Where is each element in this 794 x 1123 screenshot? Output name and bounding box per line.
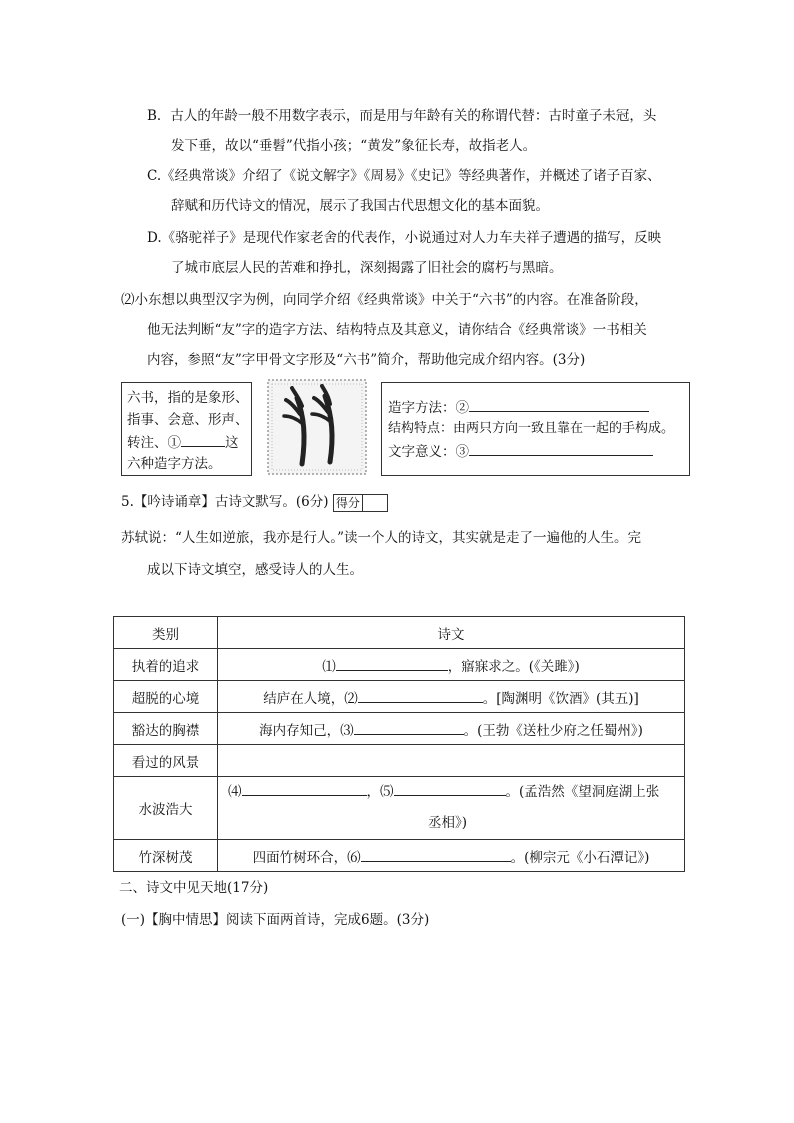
header-poem: 诗文 [218, 617, 685, 649]
row3-text [218, 713, 685, 745]
table-row [114, 713, 685, 745]
q5-intro-line2: 成以下诗文填空，感受诗人的人生。 [147, 562, 363, 578]
liushu-line2: 指事、会意、形声、 [127, 412, 249, 428]
answer-blank-2[interactable] [469, 397, 649, 412]
q2-line2: 他无法判断“友”字的造字方法、结构特点及其意义，请你结合《经典常谈》一书相关 [147, 322, 647, 338]
table-row [114, 745, 685, 777]
row5-line2: 丞相》) [428, 815, 468, 831]
liushu-box [121, 382, 252, 476]
row5-num4: ⑷ [228, 784, 242, 800]
table-row [114, 840, 685, 872]
analysis-box [381, 382, 690, 476]
option-b-line1: B．古人的年龄一般不用数字表示，而是用与年龄有关的称谓代替：古时童子未冠，头 [147, 108, 657, 124]
header-category: 类别 [114, 617, 218, 649]
row6-text [218, 840, 685, 872]
row5-line1 [228, 777, 684, 808]
structure-text: 结构特点：由两只方向一致且靠在一起的手构成。 [388, 421, 675, 436]
liushu-line3 [127, 432, 239, 453]
table-header-row [114, 617, 685, 649]
answer-blank-p1[interactable] [336, 656, 448, 671]
oracle-bone-you-glyph-image [262, 376, 372, 478]
liushu-line1: 六书，指的是象形、 [127, 390, 249, 406]
option-d-line1: D.《骆驼祥子》是现代作家老舍的代表作，小说通过对人力车夫祥子遭遇的描写，反映 [147, 230, 662, 246]
row4-text [218, 745, 685, 777]
row3-rest: 。(王勃《送杜少府之任蜀州》) [463, 722, 643, 739]
row2-start: 结庐在人境，⑵ [263, 690, 358, 707]
table-row [114, 681, 685, 713]
row4-category: 看过的风景 [114, 745, 218, 777]
meaning-row [388, 441, 653, 462]
answer-blank-3[interactable] [469, 441, 653, 456]
meaning-label: 文字意义：③ [388, 444, 469, 460]
answer-blank-1[interactable] [181, 432, 225, 447]
method-row [388, 397, 649, 418]
table-row [114, 777, 685, 840]
row1-text [218, 649, 685, 681]
score-label: 得分 [334, 495, 363, 511]
q5-title: 5.【吟诗诵章】古诗文默写。(6分) [121, 494, 329, 510]
q5-title-row [121, 492, 388, 512]
option-c-line1: C.《经典常谈》介绍了《说文解字》《周易》《史记》等经典著作，并概述了诸子百家、 [147, 168, 661, 184]
answer-blank-p2[interactable] [358, 688, 483, 703]
section2-subtitle: (一)【胸中情思】阅读下面两首诗，完成6题。(3分) [121, 912, 430, 928]
row5-category: 水波浩大 [114, 777, 218, 840]
row3-category: 豁达的胸襟 [114, 713, 218, 745]
row3-start: 海内存知己，⑶ [259, 722, 354, 739]
answer-blank-p3[interactable] [354, 720, 464, 735]
row5-text [218, 777, 685, 840]
row1-rest: ，寤寐求之。(《关雎》) [447, 658, 580, 675]
row5-source: 。(孟浩然《望洞庭湖上张 [505, 784, 660, 800]
q2-line1: ⑵小东想以典型汉字为例，向同学介绍《经典常谈》中关于“六书”的内容。在准备阶段， [121, 292, 648, 308]
score-box[interactable] [333, 494, 388, 512]
row1-num: ⑴ [322, 658, 336, 675]
q2-line3: 内容，参照“友”字甲骨文字形及“六书”简介，帮助他完成介绍内容。(3分) [147, 352, 586, 368]
row6-category: 竹深树茂 [114, 840, 218, 872]
row6-rest: 。(柳宗元《小石潭记》) [510, 849, 650, 866]
option-b-line2: 发下垂，故以“垂髫”代指小孩；“黄发”象征长寿，故指老人。 [171, 138, 537, 154]
q5-intro-line1: 苏轼说：“人生如逆旅，我亦是行人。”读一个人的诗文，其实就是走了一遍他的人生。完 [121, 530, 642, 546]
liushu-line4: 六种造字方法。 [127, 456, 222, 472]
table-row [114, 649, 685, 681]
row2-rest: 。[陶渊明《饮酒》(其五)] [482, 690, 639, 707]
row2-text [218, 681, 685, 713]
answer-blank-p4[interactable] [242, 781, 367, 796]
section2-title: 二、诗文中见天地(17分) [119, 880, 269, 896]
row2-category: 超脱的心境 [114, 681, 218, 713]
poem-table [113, 616, 685, 872]
row1-category: 执着的追求 [114, 649, 218, 681]
answer-blank-p5[interactable] [394, 781, 506, 796]
liushu-line3-a: 转注、① [127, 435, 181, 451]
answer-blank-p6[interactable] [361, 847, 511, 862]
method-label: 造字方法：② [388, 400, 469, 416]
liushu-line3-b: 这 [225, 435, 239, 451]
option-c-line2: 辞赋和历代诗文的情况，展示了我国古代思想文化的基本面貌。 [171, 198, 549, 214]
row5-num5: ，⑸ [366, 784, 394, 800]
option-d-line2: 了城市底层人民的苦难和挣扎，深刻揭露了旧社会的腐朽与黑暗。 [171, 260, 563, 276]
row6-start: 四面竹树环合，⑹ [252, 849, 361, 866]
